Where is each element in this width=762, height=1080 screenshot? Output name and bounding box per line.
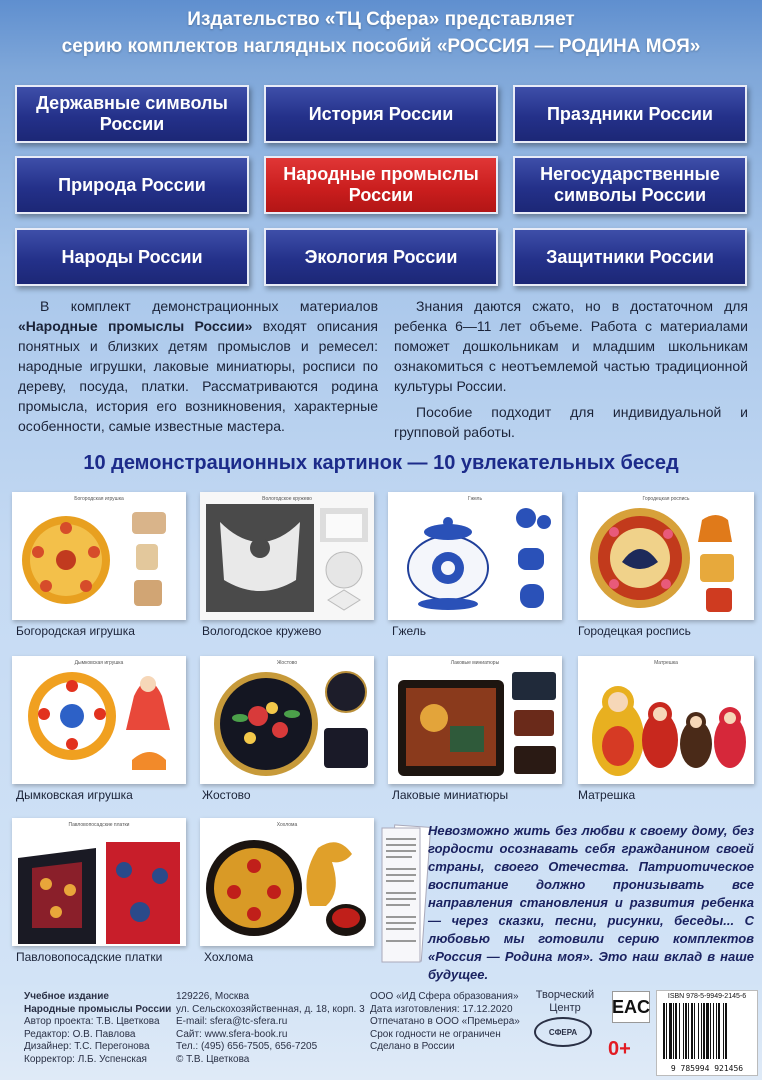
barcode-bar <box>713 1003 714 1059</box>
series-button-label: Защитники России <box>546 246 714 267</box>
card-title: Хохлома <box>276 822 298 828</box>
footer-line: Сделано в России <box>370 1041 455 1052</box>
barcode-bar <box>694 1003 695 1059</box>
intro-right <box>394 296 748 442</box>
card-title: Вологодское кружево <box>262 496 312 502</box>
vologda-lace-image <box>200 492 374 620</box>
footer-line: Отпечатано в ООО «Премьера» <box>370 1016 520 1027</box>
barcode-bar <box>706 1003 709 1059</box>
barcode-bar <box>685 1003 687 1059</box>
series-button-non-state-symbols[interactable] <box>513 156 747 214</box>
card-vologda-lace <box>200 492 374 620</box>
card-caption: Жостово <box>202 788 251 802</box>
zhostovo-image <box>200 656 374 784</box>
intro-left <box>18 296 378 436</box>
series-button-state-symbols[interactable] <box>15 85 249 143</box>
footer-line: Народные промыслы России <box>24 1003 172 1015</box>
card-title: Матрешка <box>654 660 678 666</box>
barcode-bar <box>710 1003 711 1059</box>
intro-left-text-2: входят описания понятных и близких детям промыслов и ремесел: народные игрушки, лаковые миниатюры, росписи по дереву, посуда, платки. Рассматриваются родина промысла, история его возникновения, характерные особенности, самые известные мастера. <box>18 318 378 434</box>
barcode-bar <box>666 1003 667 1059</box>
card-zhostovo <box>200 656 374 784</box>
header-line-1: Издательство «ТЦ Сфера» представляет <box>187 9 575 30</box>
logo-line: Центр <box>549 1002 581 1014</box>
card-title: Жостово <box>276 660 298 666</box>
card-pavlovo-posad <box>12 818 186 946</box>
series-button-folk-crafts[interactable] <box>264 156 498 214</box>
card-gorodets <box>578 492 754 620</box>
card-lacquer-miniatures <box>388 656 562 784</box>
card-title: Городецкая роспись <box>642 496 690 502</box>
card-caption: Лаковые миниатюры <box>392 788 509 802</box>
intro-left-bold: «Народные промыслы России» <box>18 318 253 334</box>
intro-left-paragraph <box>18 296 378 436</box>
footer-line: Срок годности не ограничен <box>370 1028 501 1040</box>
series-button-holidays[interactable] <box>513 85 747 143</box>
series-button-nature[interactable] <box>15 156 249 214</box>
footer-line: Редактор: О.В. Павлова <box>24 1028 136 1040</box>
patriotic-quote: Невозможно жить без любви к своему дому, без гордости осознавать себя гражданином своей страны, своего Отечества. Патриотическое воспитание должно пронизывать все направления становления и развития ребенка — через сказки, песни, рисунки, беседы... С любовью мы готовили серию комплектов «Россия — Родина моя». Это наш вклад в наше будущее. <box>428 823 754 982</box>
dymkovo-image <box>12 656 186 784</box>
publisher-logo-text <box>526 989 604 1015</box>
barcode-bar <box>663 1003 665 1059</box>
series-button-ecology[interactable] <box>264 228 498 286</box>
series-button-label: Державные символы России <box>36 93 228 134</box>
barcode-bar <box>673 1003 674 1059</box>
card-caption: Дымковская игрушка <box>16 788 133 802</box>
series-button-label: Природа России <box>58 174 206 195</box>
footer-line: 129226, Москва <box>176 991 250 1002</box>
card-caption: Богородская игрушка <box>16 624 135 638</box>
series-button-label: Экология России <box>304 246 458 267</box>
barcode-bar <box>679 1003 680 1059</box>
card-caption: Городецкая роспись <box>578 624 691 638</box>
barcode-bar <box>698 1003 699 1059</box>
barcode-bar <box>691 1003 693 1059</box>
footer-line: ул. Сельскохозяйственная, д. 18, корп. 3 <box>176 1003 365 1015</box>
bogorodskaya-image <box>12 492 186 620</box>
gorodets-image <box>578 492 754 620</box>
card-caption: Вологодское кружево <box>202 624 322 638</box>
footer-line: ООО «ИД Сфера образования» <box>370 991 519 1002</box>
series-button-label: Народы России <box>61 246 203 267</box>
footer-line: Дизайнер: Т.С. Перегонова <box>24 1041 150 1052</box>
series-button-peoples[interactable] <box>15 228 249 286</box>
card-title: Лаковые миниатюры <box>450 660 500 666</box>
lacquer-miniatures-image <box>388 656 562 784</box>
series-button-label: Народные промыслы России <box>283 164 479 205</box>
intro-right-paragraph-1: Знания даются сжато, но в достаточном для ребенка 6—11 лет объеме. Работа с материалами поможет дошкольникам и младшим школьникам ознакомиться с неотъемлемой частью традиционной культуры России. <box>394 298 748 394</box>
header <box>0 6 762 60</box>
khokhloma-image <box>200 818 374 946</box>
barcode-bar <box>716 1003 717 1059</box>
footer-line: Корректор: Л.Б. Успенская <box>24 1053 147 1065</box>
card-matryoshka <box>578 656 754 784</box>
barcode-bar <box>703 1003 705 1059</box>
barcode-bar <box>701 1003 702 1059</box>
logo-mark: СФЕРА <box>548 1027 578 1037</box>
barcode-bars <box>663 1003 751 1059</box>
sfera-logo-icon <box>534 1017 592 1047</box>
eac-label: EAC <box>612 996 651 1017</box>
footer-line: Автор проекта: Т.В. Цветкова <box>24 1016 160 1027</box>
series-button-label: Негосударственные символы России <box>540 164 720 205</box>
footer-line: E-mail: sfera@tc-sfera.ru <box>176 1016 288 1027</box>
intro-right-paragraph-2: Пособие подходит для индивидуальной и групповой работы. <box>394 404 748 440</box>
card-caption: Матрешка <box>578 788 636 802</box>
barcode-bar <box>683 1003 684 1059</box>
matryoshka-image <box>578 656 754 784</box>
card-title: Богородская игрушка <box>74 496 124 502</box>
footer-line: © Т.В. Цветкова <box>176 1053 250 1065</box>
card-title: Павловопосадские платки <box>68 822 130 828</box>
footer-line: Дата изготовления: 17.12.2020 <box>370 1003 513 1015</box>
barcode-bar <box>718 1003 720 1059</box>
series-button-label: Праздники России <box>546 103 714 124</box>
footer-line: Тел.: (495) 656-7505, 656-7205 <box>176 1041 318 1052</box>
card-caption: Гжель <box>392 624 427 638</box>
series-button-defenders[interactable] <box>513 228 747 286</box>
card-title: Дымковская игрушка <box>74 660 124 666</box>
gzhel-image <box>388 492 562 620</box>
footer-column-edition <box>24 991 171 1066</box>
series-button-history[interactable] <box>264 85 498 143</box>
footer-column-production <box>370 991 520 1054</box>
isbn-barcode <box>656 990 758 1076</box>
barcode-bar <box>675 1003 677 1059</box>
barcode-bar <box>688 1003 689 1059</box>
card-khokhloma <box>200 818 374 946</box>
pavlovo-posad-image <box>12 818 186 946</box>
card-gzhel <box>388 492 562 620</box>
barcode-bar <box>723 1003 724 1059</box>
intro-left-text-1: В комплект демонстрационных материалов <box>40 298 378 314</box>
footer-column-contacts <box>176 991 365 1066</box>
eac-mark-icon <box>612 991 650 1023</box>
age-rating: 0+ <box>608 1038 631 1060</box>
card-dymkovo <box>12 656 186 784</box>
card-caption: Хохлома <box>204 950 254 964</box>
pictures-subheading: 10 демонстрационных картинок — 10 увлекательных бесед <box>83 452 679 474</box>
logo-line: Творческий <box>535 989 595 1001</box>
footer-line: Учебное издание <box>24 991 109 1002</box>
barcode-bar <box>669 1003 672 1059</box>
series-button-label: История России <box>308 103 454 124</box>
booklet-image <box>376 818 432 968</box>
card-bogorodskaya <box>12 492 186 620</box>
card-title: Гжель <box>467 496 483 502</box>
barcode-bar <box>725 1003 727 1059</box>
isbn-text: ISBN 978-5-9949-2145-6 <box>667 993 747 1000</box>
header-line-2: серию комплектов наглядных пособий «РОССИЯ — РОДИНА МОЯ» <box>61 36 701 57</box>
card-caption: Павловопосадские платки <box>16 950 163 964</box>
footer-line: Сайт: www.sfera-book.ru <box>176 1028 288 1040</box>
barcode-digits: 9 785994 921456 <box>670 1064 744 1073</box>
